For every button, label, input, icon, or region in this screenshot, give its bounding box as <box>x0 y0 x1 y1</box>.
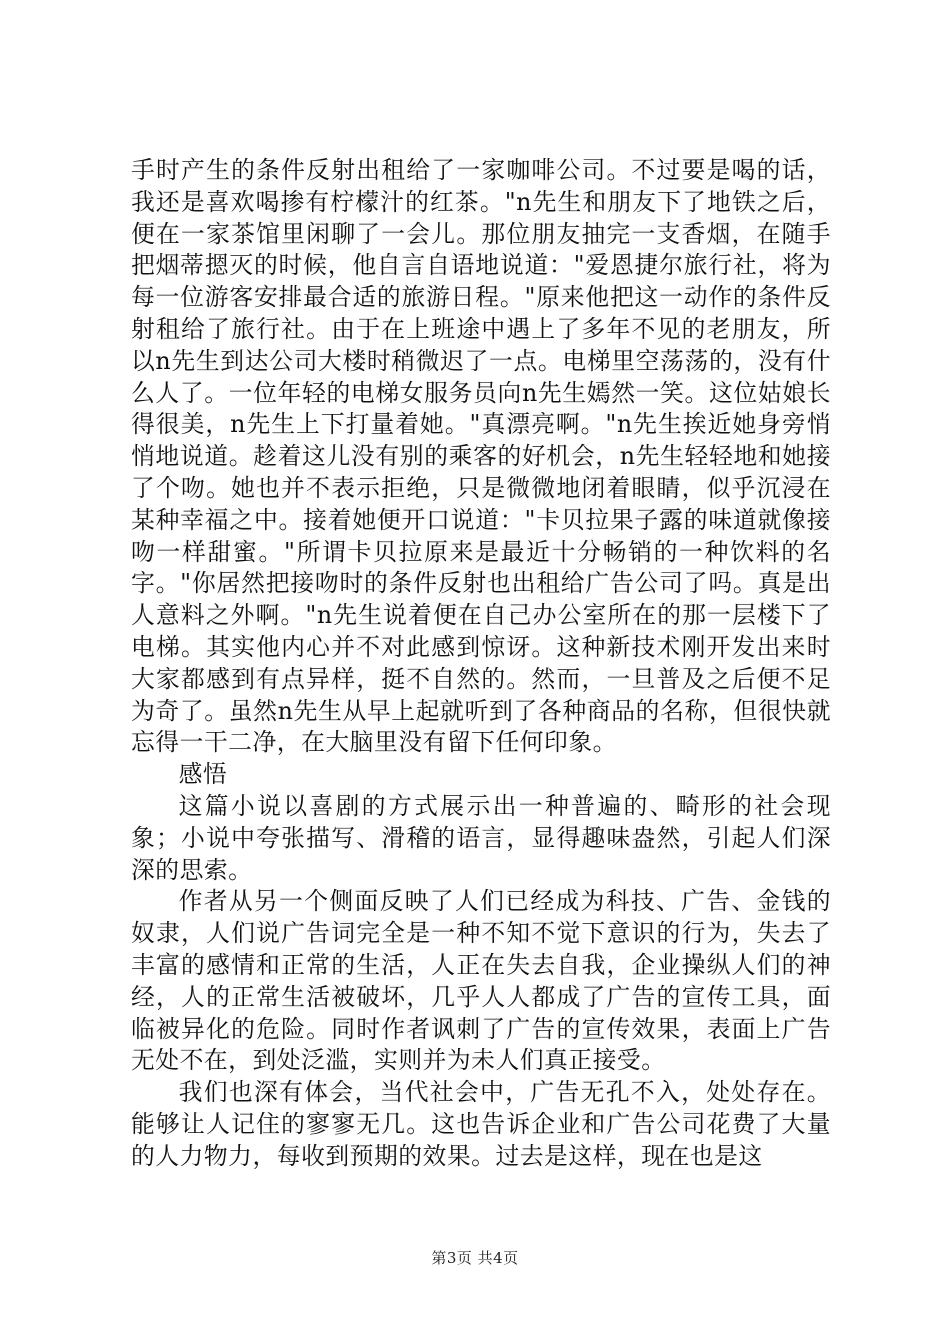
section-heading: 感悟 <box>178 760 228 789</box>
story-paragraph: 手时产生的条件反射出租给了一家咖啡公司。不过要是喝的话，我还是喜欢喝掺有柠檬汁的红茶。"n先生和朋友下了地铁之后，便在一家茶馆里闲聊了一会儿。那位朋友抽完一支香烟，在随手把烟蒂摁灭的时候，他自言自语地说道："爱恩捷尔旅行社，将为每一位游客安排最合适的旅游日程。"原来他把这一动作的条件反射租给了旅行社。由于在上班途中遇上了多年不见的老朋友，所以n先生到达公司大楼时稍微迟了一点。电梯里空荡荡的，没有什么人了。一位年轻的电梯女服务员向n先生嫣然一笑。这位姑娘长得很美，n先生上下打量着她。"真漂亮啊。"n先生挨近她身旁悄悄地说道。趁着这儿没有别的乘客的好机会，n先生轻轻地和她接了个吻。她也并不表示拒绝，只是微微地闭着眼睛，似乎沉浸在某种幸福之中。接着她便开口说道："卡贝拉果子露的味道就像接吻一样甜蜜。"所谓卡贝拉原来是最近十分畅销的一种饮料的名字。"你居然把接吻时的条件反射也出租给广告公司了吗。真是出人意料之外啊。"n先生说着便在自己办公室所在的那一层楼下了电梯。其实他内心并不对此感到惊讶。这种新技术刚开发出来时大家都感到有点异样，挺不自然的。然而，一旦普及之后便不足为奇了。虽然n先生从早上起就听到了各种商品的名称，但很快就忘得一干二净，在大脑里没有留下任何印象。 <box>131 156 831 757</box>
page-number-footer: 第3页 共4页 <box>431 1249 519 1267</box>
document-body <box>131 155 831 1173</box>
reflection-paragraph-1: 这篇小说以喜剧的方式展示出一种普遍的、畸形的社会现象；小说中夸张描写、滑稽的语言，显得趣味盎然，引起人们深深的思索。 <box>131 791 831 884</box>
reflection-paragraph-3: 我们也深有体会，当代社会中，广告无孔不入，处处存在。能够让人记住的寥寥无几。这也告诉企业和广告公司花费了大量的人力物力，每收到预期的效果。过去是这样，现在也是这 <box>131 1078 831 1170</box>
reflection-paragraph-2: 作者从另一个侧面反映了人们已经成为科技、广告、金钱的奴隶，人们说广告词完全是一种不知不觉下意识的行为，失去了丰富的感情和正常的生活，人正在失去自我，企业操纵人们的神经，人的正常生活被破坏，几乎人人都成了广告的宣传工具，面临被异化的危险。同时作者讽刺了广告的宣传效果，表面上广告无处不在，到处泛滥，实则并为未人们真正接受。 <box>131 887 831 1075</box>
